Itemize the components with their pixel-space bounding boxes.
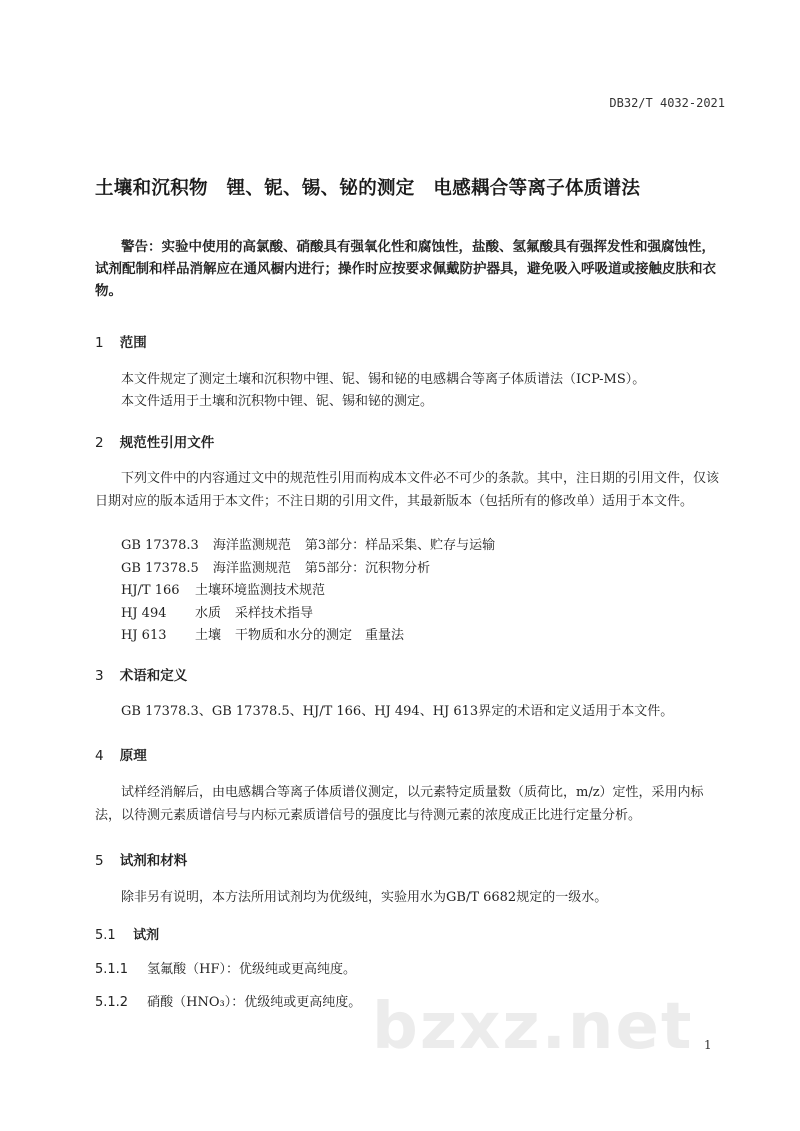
reagent-number: 5.1.1 <box>95 962 129 977</box>
reference-name: 水质 <box>195 605 222 621</box>
reference-code: HJ 613 <box>121 628 167 643</box>
section-number: 4 <box>95 748 104 764</box>
section-3-heading <box>95 664 187 684</box>
section-3-paragraph: GB 17378.3、GB 17378.5、HJ/T 166、HJ 494、HJ 613界定的术语和定义适用于本文件。 <box>121 704 674 719</box>
reagent-text: 硝酸（HNO₃）：优级纯或更高纯度。 <box>147 995 362 1010</box>
reference-part: 第3部分：样品采集、贮存与运输 <box>304 538 496 553</box>
section-number: 2 <box>95 435 104 451</box>
reference-part: 干物质和水分的测定 重量法 <box>235 628 405 643</box>
section-number: 3 <box>95 668 104 684</box>
reference-code: HJ 494 <box>121 605 167 621</box>
reagent-item <box>95 991 361 1010</box>
page-number: 1 <box>704 1038 712 1052</box>
reference-code: GB 17378.5 <box>121 560 199 576</box>
reference-code: GB 17378.3 <box>121 538 199 553</box>
watermark: bzxz.net <box>372 990 694 1064</box>
reference-name: 土壤 <box>195 628 222 643</box>
section-number: 5 <box>95 853 104 869</box>
reference-item <box>121 558 721 581</box>
subsection-5-1-heading <box>95 924 159 943</box>
section-title: 规范性引用文件 <box>119 435 215 451</box>
reference-name: 海洋监测规范 <box>212 560 291 576</box>
reagent-item <box>95 958 356 977</box>
warning-notice: 警告：实验中使用的高氯酸、硝酸具有强氧化性和腐蚀性，盐酸、氢氟酸具有强挥发性和强腐蚀性，试剂配制和样品消解应在通风橱内进行；操作时应按要求佩戴防护器具，避免吸入呼吸道或接触皮肤和衣物。 <box>95 239 716 299</box>
section-1-heading <box>95 331 147 351</box>
section-title: 试剂和材料 <box>119 853 188 869</box>
reference-list <box>121 535 721 648</box>
section-1-paragraph-1: 本文件规定了测定土壤和沉积物中锂、铌、锡和铋的电感耦合等离子体质谱法（ICP-MS）。 <box>121 372 646 387</box>
section-number: 1 <box>95 335 104 351</box>
reference-item <box>121 603 721 626</box>
subsection-title: 试剂 <box>133 928 160 943</box>
section-title: 术语和定义 <box>119 668 188 684</box>
reference-item <box>121 535 721 558</box>
reference-part: 采样技术指导 <box>235 605 314 621</box>
section-2-heading <box>95 431 214 451</box>
section-title: 原理 <box>119 748 147 764</box>
section-5-heading <box>95 849 187 869</box>
reference-code: HJ/T 166 <box>121 583 180 598</box>
reagent-text: 氢氟酸（HF）：优级纯或更高纯度。 <box>147 962 356 977</box>
section-4-paragraph: 试样经消解后，由电感耦合等离子体质谱仪测定，以元素特定质量数（质荷比，m/z）定性，采用内标法，以待测元素质谱信号与内标元素质谱信号的强度比与待测元素的浓度成正比进行定量分析。 <box>95 785 704 823</box>
section-2-intro: 下列文件中的内容通过文中的规范性引用而构成本文件必不可少的条款。其中，注日期的引用文件，仅该日期对应的版本适用于本文件；不注日期的引用文件，其最新版本（包括所有的修改单）适用于本文件。 <box>95 471 720 509</box>
section-1-paragraph-2: 本文件适用于土壤和沉积物中锂、铌、锡和铋的测定。 <box>121 394 434 409</box>
document-title: 土壤和沉积物 锂、铌、锡、铋的测定 电感耦合等离子体质谱法 <box>95 178 641 199</box>
standard-code: DB32/T 4032-2021 <box>609 96 725 110</box>
section-4-heading <box>95 744 147 764</box>
reference-name: 土壤环境监测技术规范 <box>195 583 326 598</box>
reference-item <box>121 580 721 603</box>
section-title: 范围 <box>119 335 147 351</box>
subsection-number: 5.1 <box>95 928 116 943</box>
reference-item <box>121 625 721 648</box>
section-5-paragraph: 除非另有说明，本方法所用试剂均为优级纯，实验用水为GB/T 6682规定的一级水。 <box>121 890 608 905</box>
reagent-number: 5.1.2 <box>95 995 129 1010</box>
reference-name: 海洋监测规范 <box>212 538 291 553</box>
reference-part: 第5部分：沉积物分析 <box>304 560 431 576</box>
